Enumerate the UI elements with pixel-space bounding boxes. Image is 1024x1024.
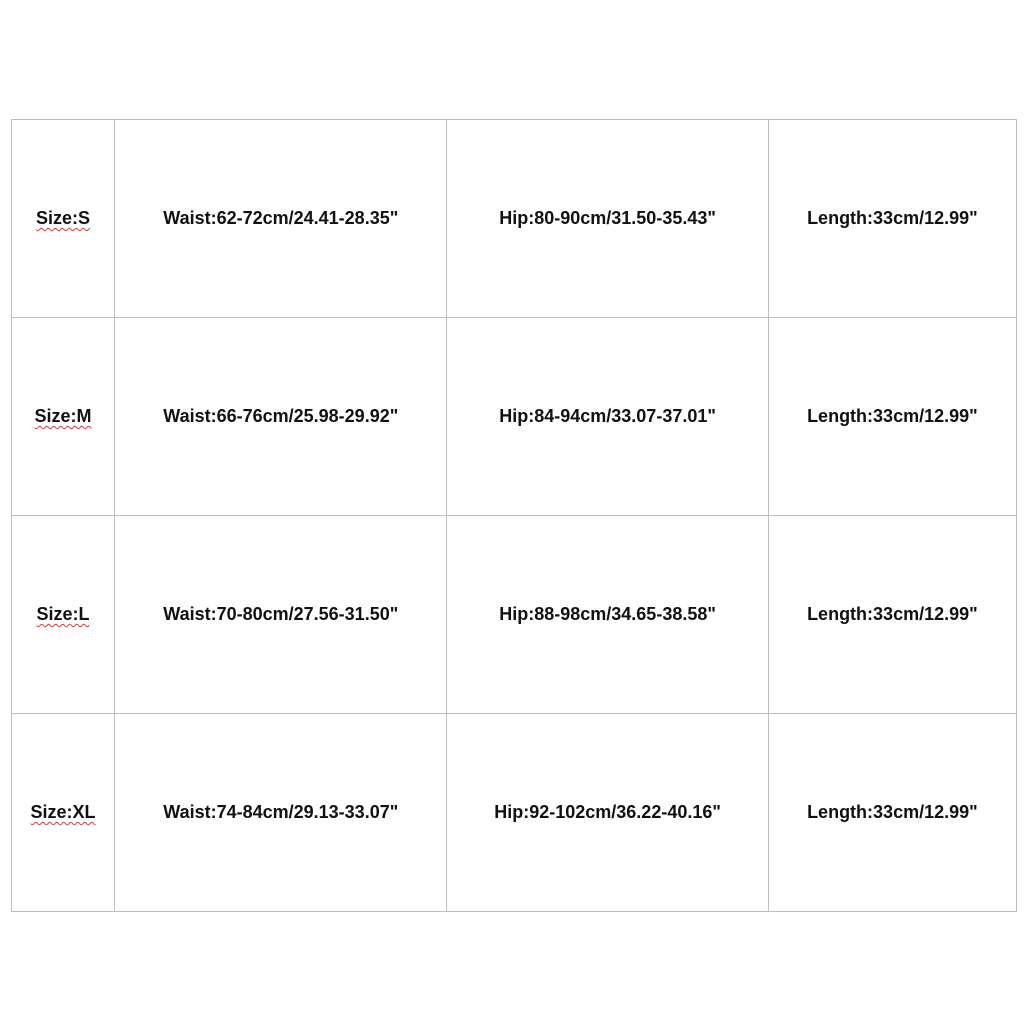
size-cell — [12, 714, 115, 912]
hip-cell: Hip:84-94cm/33.07-37.01" — [447, 318, 768, 516]
hip-cell: Hip:88-98cm/34.65-38.58" — [447, 516, 768, 714]
table-row — [12, 516, 1017, 714]
size-cell — [12, 516, 115, 714]
size-label: Size:M — [34, 406, 92, 426]
length-cell: Length:33cm/12.99" — [768, 714, 1016, 912]
length-cell: Length:33cm/12.99" — [768, 318, 1016, 516]
length-cell: Length:33cm/12.99" — [768, 120, 1016, 318]
length-cell: Length:33cm/12.99" — [768, 516, 1016, 714]
size-cell — [12, 318, 115, 516]
size-cell — [12, 120, 115, 318]
size-label: Size:L — [36, 604, 90, 624]
hip-cell: Hip:80-90cm/31.50-35.43" — [447, 120, 768, 318]
waist-cell: Waist:74-84cm/29.13-33.07" — [115, 714, 447, 912]
size-chart-table — [11, 119, 1017, 912]
waist-cell: Waist:62-72cm/24.41-28.35" — [115, 120, 447, 318]
waist-cell: Waist:66-76cm/25.98-29.92" — [115, 318, 447, 516]
table-row — [12, 120, 1017, 318]
table-row — [12, 318, 1017, 516]
hip-cell: Hip:92-102cm/36.22-40.16" — [447, 714, 768, 912]
table-row — [12, 714, 1017, 912]
size-label: Size:XL — [30, 802, 96, 822]
waist-cell: Waist:70-80cm/27.56-31.50" — [115, 516, 447, 714]
size-label: Size:S — [36, 208, 91, 228]
